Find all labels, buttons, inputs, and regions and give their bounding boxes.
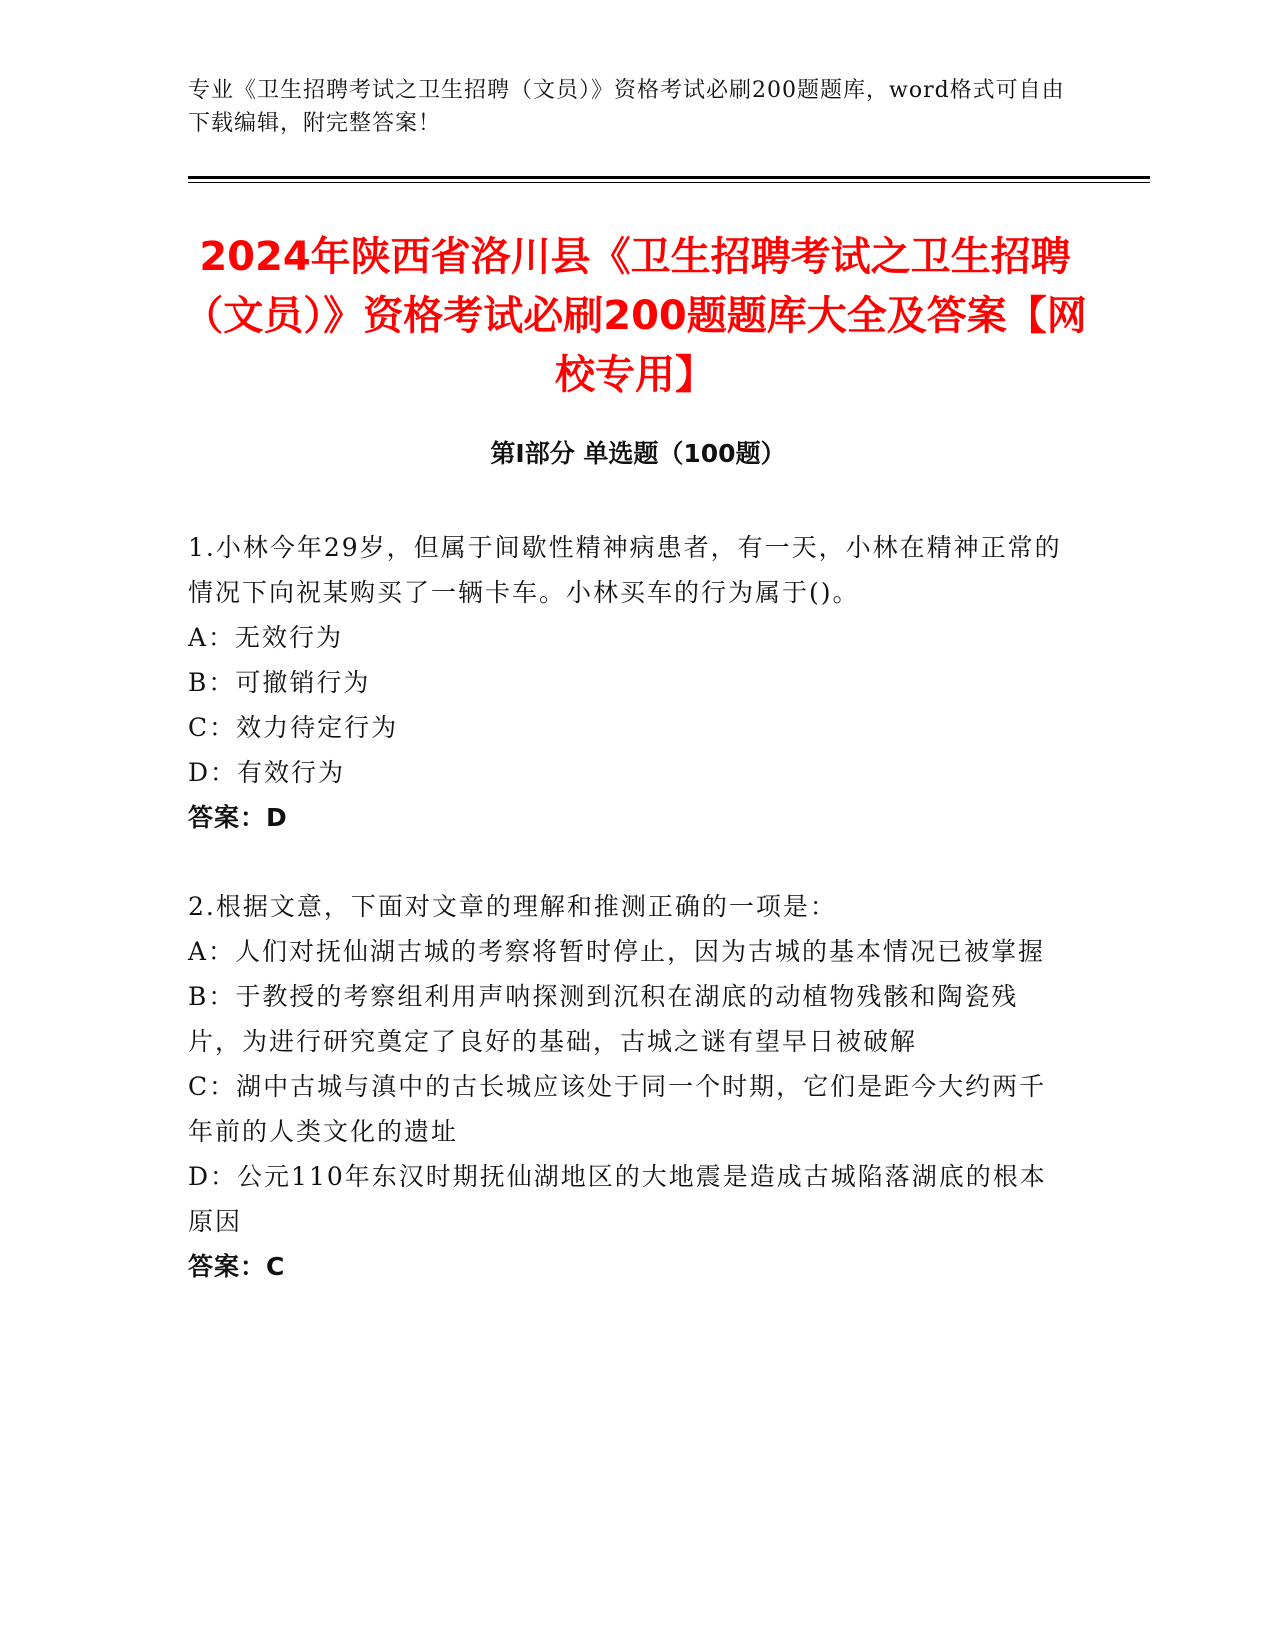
option-d: D：公元110年东汉时期抚仙湖地区的大地震是造成古城陷落湖底的根本原因 <box>188 1162 1047 1236</box>
option-d: D：有效行为 <box>188 758 346 787</box>
answer: 答案：C <box>188 1252 286 1281</box>
question-2 <box>188 884 1068 1289</box>
header-note: 专业《卫生招聘考试之卫生招聘（文员）》资格考试必刷200题题库，word格式可自由下载编辑，附完整答案！ <box>188 78 1065 136</box>
document-title: 2024年陕西省洛川县《卫生招聘考试之卫生招聘（文员）》资格考试必刷200题题库大全及答案【网校专用】 <box>183 234 1087 398</box>
answer: 答案：D <box>188 803 288 832</box>
question-stem: 1.小林今年29岁，但属于间歇性精神病患者，有一天，小林在精神正常的情况下向祝某购买了一辆卡车。小林买车的行为属于()。 <box>188 533 1062 607</box>
option-c: C：效力待定行为 <box>188 713 399 742</box>
option-a: A：无效行为 <box>188 623 344 652</box>
header-divider-thin <box>188 182 1150 183</box>
question-stem: 2.根据文意，下面对文章的理解和推测正确的一项是： <box>188 892 837 921</box>
option-b: B：于教授的考察组利用声呐探测到沉积在湖底的动植物残骸和陶瓷残片，为进行研究奠定了良好的基础，古城之谜有望早日被破解 <box>188 982 1019 1056</box>
option-c: C：湖中古城与滇中的古长城应该处于同一个时期，它们是距今大约两千年前的人类文化的遗址 <box>188 1072 1047 1146</box>
option-b: B：可撤销行为 <box>188 668 371 697</box>
section-heading: 第Ⅰ部分 单选题（100题） <box>490 439 786 468</box>
option-a: A：人们对抚仙湖古城的考察将暂时停止，因为古城的基本情况已被掌握 <box>188 937 1046 966</box>
header-divider <box>188 176 1150 179</box>
question-1 <box>188 525 1068 840</box>
